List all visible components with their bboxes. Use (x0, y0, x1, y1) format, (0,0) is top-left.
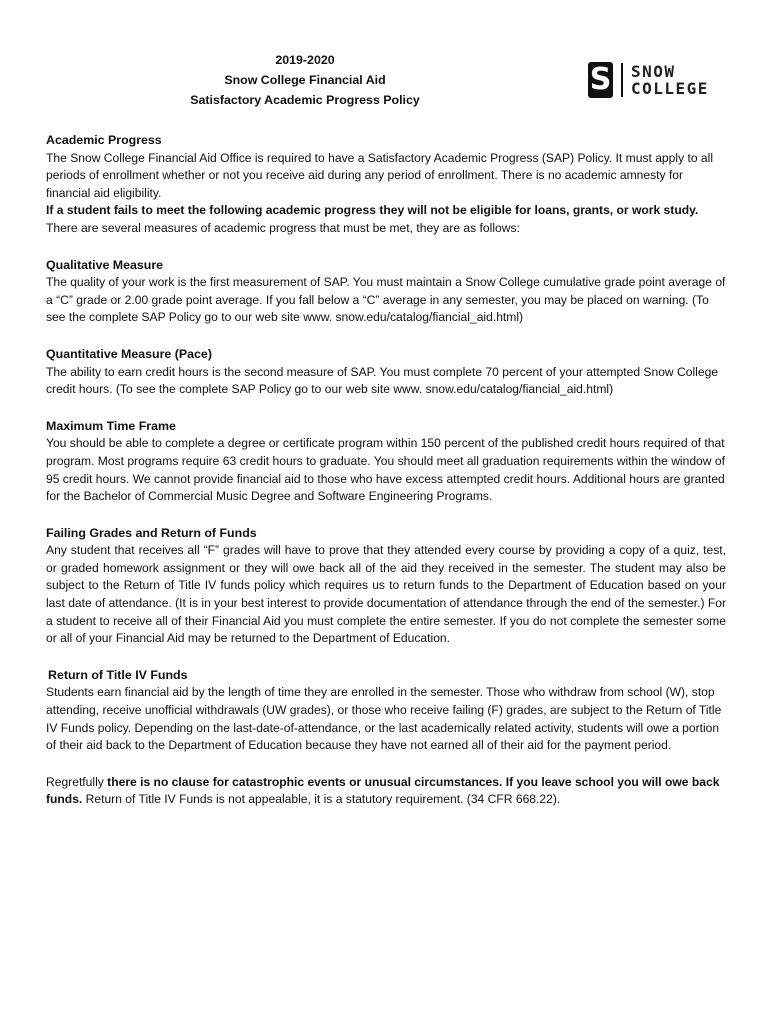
snow-college-logo-icon (588, 60, 718, 100)
logo-word-snow: SNOW (631, 62, 676, 81)
section-paragraph: The ability to earn credit hours is the second measure of SAP. You must complete 70 percent of your attempted Snow College credit hours. (To see the complete SAP Policy go to our web site www. snow.edu/catalog/fiancial_aid.html) (46, 364, 719, 397)
section-paragraph: The Snow College Financial Aid Office is required to have a Satisfactory Academic Progress (SAP) Policy. It must apply to all periods of enrollment whether or not you receive aid during any period of enrollment. There is no academic amnesty for financial aid eligibility. (46, 150, 714, 200)
section-heading: Failing Grades and Return of Funds (46, 525, 257, 540)
section-paragraph: The quality of your work is the first measurement of SAP. You must maintain a Snow College cumulative grade point average of a “C” grade or 2.00 grade point average. If you fall below a “C” average in any semester, you may be placed on warning. (To see the complete SAP Policy go to our web site www. snow.edu/catalog/fiancial_aid.html) (46, 275, 726, 325)
section-paragraph: Students earn financial aid by the length of time they are enrolled in the semester. Those who withdraw from school (W), stop attending, receive unofficial withdrawals (UW grades), or those who receive failing (F) grades, are subject to the Return of Title IV Funds policy. Depending on the last-date-of-attendance, or the last academically related activity, students will owe a portion of their aid back to the Department of Education because they have not earned all of their aid for the payment period. (46, 685, 722, 753)
section-paragraph: You should be able to complete a degree or certificate program within 150 percent of the published credit hours required of that program. Most programs require 63 credit hours to graduate. You should meet all graduation requirements within the window of 95 credit hours. We cannot provide financial aid to those who have excess attempted credit hours. Additional hours are granted for the Bachelor of Commercial Music Degree and Software Engineering Programs. (46, 436, 725, 504)
section-maximum-time-frame (46, 418, 726, 506)
section-regretfully (46, 774, 726, 809)
closing-bold-statement: there is no clause for catastrophic events or unusual circumstances. If you leave school you will owe back funds. (46, 774, 720, 807)
section-heading: Quantitative Measure (Pace) (46, 346, 212, 361)
section-academic-progress (46, 132, 726, 238)
section-quantitative-measure (46, 346, 726, 399)
logo-wordmark (621, 63, 709, 97)
section-heading: Return of Title IV Funds (48, 667, 188, 682)
section-paragraph: Any student that receives all “F” grades will have to prove that they attended every course by providing a copy of a quiz, test, or graded homework assignment or they will owe back all of the aid they received in the semester. The student may also be subject to the Return of Title IV funds policy which requires us to return funds to the Department of Education based on your last date of attendance. (It is in your best interest to provide documentation of attendance through the end of the semester.) For a student to receive all of their Financial Aid you must complete the entire semester. If you do not complete the semester some or all of your Financial Aid may be returned to the Department of Education. (46, 543, 726, 646)
closing-lead: Regretfully (46, 774, 108, 789)
section-heading: Maximum Time Frame (46, 418, 176, 433)
section-qualitative-measure (46, 257, 726, 327)
title-office: Snow College Financial Aid (224, 73, 386, 87)
logo-word-college: COLLEGE (631, 79, 709, 98)
logo-mark: S (589, 62, 612, 97)
title-year: 2019-2020 (275, 53, 335, 67)
closing-paragraph (46, 774, 726, 809)
document-body (46, 132, 726, 828)
section-heading: Academic Progress (46, 133, 162, 147)
section-paragraph: There are several measures of academic progress that must be met, they are as follows: (46, 220, 520, 235)
eligibility-warning: If a student fails to meet the following academic progress they will not be eligible for loans, grants, or work study. (46, 203, 699, 218)
document-title (120, 50, 490, 110)
section-failing-grades (46, 525, 726, 648)
section-heading: Qualitative Measure (46, 257, 164, 272)
section-return-of-title-iv (46, 667, 726, 755)
closing-tail: Return of Title IV Funds is not appealable, it is a statutory requirement. (34 CFR 668.22). (82, 792, 561, 807)
title-policy: Satisfactory Academic Progress Policy (190, 93, 420, 107)
